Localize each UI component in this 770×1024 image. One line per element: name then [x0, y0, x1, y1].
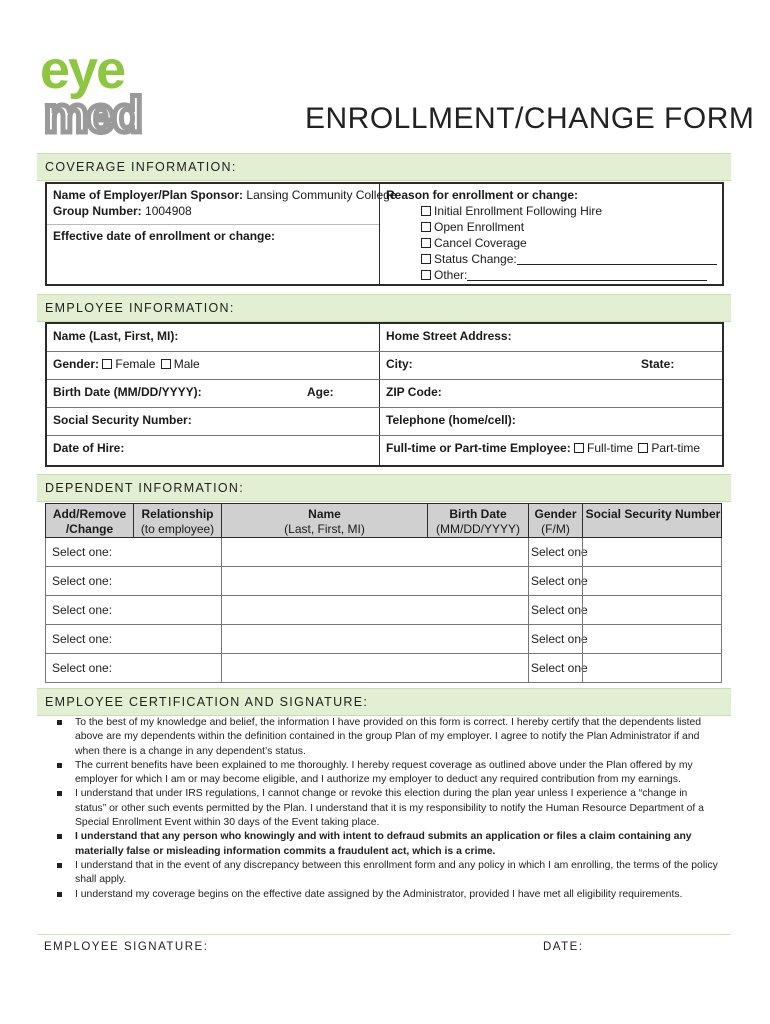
signature-date-label[interactable]: DATE:: [543, 941, 584, 953]
certification-list: [55, 716, 720, 902]
action-select[interactable]: Select one:: [52, 603, 113, 617]
bullet-icon: [57, 763, 62, 768]
city-label[interactable]: City:: [386, 357, 413, 371]
checkbox-icon[interactable]: [421, 238, 431, 248]
coverage-separator: [47, 224, 379, 225]
dependent-name-cell[interactable]: [221, 596, 427, 624]
employer-label: Name of Employer/Plan Sponsor:: [53, 188, 244, 202]
gender-select[interactable]: Select one: [531, 632, 588, 646]
ssn-cell[interactable]: [582, 538, 722, 566]
bullet-icon: [57, 863, 62, 868]
table-row: [45, 625, 722, 654]
employee-divider: [379, 324, 380, 465]
action-select[interactable]: Select one:: [52, 661, 113, 675]
employee-section-header: [37, 294, 731, 322]
status-change-line[interactable]: [517, 253, 717, 265]
reason-cancel-coverage[interactable]: Cancel Coverage: [421, 236, 527, 251]
state-label[interactable]: State:: [641, 357, 675, 371]
header-gender: Gender (F/M): [534, 507, 577, 536]
coverage-section-header: [37, 153, 731, 181]
logo-med-text: med: [44, 87, 141, 143]
employment-type-field[interactable]: Full-time or Part-time Employee: Full-time Part-time: [386, 441, 701, 455]
certification-section-title: EMPLOYEE CERTIFICATION AND SIGNATURE:: [45, 695, 369, 709]
checkbox-icon[interactable]: [421, 222, 431, 232]
coverage-section-title: COVERAGE INFORMATION:: [45, 160, 237, 174]
effective-date-label[interactable]: Effective date of enrollment or change:: [53, 229, 276, 243]
ssn-cell[interactable]: [582, 625, 722, 653]
bullet-icon: [57, 892, 62, 897]
group-number-label: Group Number:: [53, 204, 142, 218]
dependent-section-header: [37, 474, 731, 502]
telephone-label[interactable]: Telephone (home/cell):: [386, 413, 516, 427]
parttime-checkbox[interactable]: [638, 443, 648, 453]
employer-field[interactable]: [53, 188, 396, 203]
checkbox-icon[interactable]: [421, 206, 431, 216]
gender-cell: [528, 625, 588, 653]
form-title: ENROLLMENT/CHANGE FORM: [305, 102, 755, 135]
gender-cell: [528, 596, 588, 624]
certification-section-header: [37, 688, 731, 716]
table-row: [45, 538, 722, 567]
male-checkbox[interactable]: [161, 359, 171, 369]
bullet-icon: [57, 791, 62, 796]
gender-field[interactable]: Gender: Female Male: [53, 357, 200, 371]
fulltime-checkbox[interactable]: [574, 443, 584, 453]
list-item: To the best of my knowledge and belief, the information I have provided on this form is correct. I hereby certify that the dependents listed above are my dependents within the definition contained in the group Plan of my employer. I agree to notify the Plan Administrator if and when there is a change in any dependent’s status.: [55, 716, 720, 759]
list-item: The current benefits have been explained to me thoroughly. I hereby request coverage as outlined above under the Plan offered by my employer for which I am or may become eligible, and I authorize my employer to deduct any required contribution from my earnings.: [55, 759, 720, 788]
action-select[interactable]: Select one:: [52, 632, 113, 646]
header-name: Name (Last, First, MI): [284, 507, 365, 536]
birth-date-label[interactable]: Birth Date (MM/DD/YYYY):: [53, 385, 202, 399]
other-line[interactable]: [467, 269, 707, 281]
group-number-field[interactable]: [53, 204, 192, 219]
dependent-name-cell[interactable]: [221, 567, 427, 595]
home-address-label[interactable]: Home Street Address:: [386, 329, 512, 343]
ssn-cell[interactable]: [582, 654, 722, 682]
employee-name-label[interactable]: Name (Last, First, MI):: [53, 329, 179, 343]
dependent-name-cell[interactable]: [221, 538, 427, 566]
reason-status-change[interactable]: Status Change:: [421, 252, 717, 267]
employee-box: [45, 322, 724, 467]
list-item: I understand my coverage begins on the effective date assigned by the Administrator, provided I have met all eligibility requirements.: [55, 888, 720, 902]
ssn-cell[interactable]: [582, 567, 722, 595]
list-item: I understand that in the event of any discrepancy between this enrollment form and any policy in which I am enrolling, the terms of the policy shall apply.: [55, 859, 720, 888]
dependent-name-cell[interactable]: [221, 654, 427, 682]
ssn-label[interactable]: Social Security Number:: [53, 413, 192, 427]
zip-code-label[interactable]: ZIP Code:: [386, 385, 442, 399]
hire-date-label[interactable]: Date of Hire:: [53, 441, 125, 455]
dependent-table-header: [45, 503, 722, 538]
checkbox-icon[interactable]: [421, 254, 431, 264]
gender-select[interactable]: Select one: [531, 603, 588, 617]
group-number-value: 1004908: [145, 204, 192, 218]
ssn-cell[interactable]: [582, 596, 722, 624]
eyemed-logo: [40, 40, 215, 143]
list-item: I understand that any person who knowingly and with intent to defraud submits an application or files a claim containing any materially false or misleading information commits a fraudulent act, which is a crime.: [55, 830, 720, 859]
coverage-box: [45, 182, 724, 286]
reason-initial-enrollment[interactable]: Initial Enrollment Following Hire: [421, 204, 602, 219]
signature-divider: [37, 934, 731, 935]
header-add-remove: Add/Remove /Change: [52, 507, 127, 536]
list-item: I understand that under IRS regulations, I cannot change or revoke this election during the plan year unless I experience a “change in status” or other such events permitted by the Plan. I understand that it is my responsibility to notify the Human Resource Department of a Special Enrollment Event within 30 days of the Event taking place.: [55, 787, 720, 830]
action-select[interactable]: Select one:: [52, 574, 113, 588]
gender-select[interactable]: Select one: [531, 574, 588, 588]
header-ssn: Social Security Number: [585, 507, 721, 521]
bullet-icon: [57, 834, 62, 839]
table-row: [45, 567, 722, 596]
header-relationship: Relationship (to employee): [140, 507, 215, 536]
employee-section-title: EMPLOYEE INFORMATION:: [45, 301, 235, 315]
employer-value: Lansing Community College: [246, 188, 397, 202]
gender-select[interactable]: Select one: [531, 545, 588, 559]
gender-cell: [528, 654, 588, 682]
reason-open-enrollment[interactable]: Open Enrollment: [421, 220, 524, 235]
dependent-name-cell[interactable]: [221, 625, 427, 653]
reason-other[interactable]: Other:: [421, 268, 707, 283]
gender-cell: [528, 567, 588, 595]
action-select[interactable]: Select one:: [52, 545, 113, 559]
dependent-section-title: DEPENDENT INFORMATION:: [45, 481, 244, 495]
bullet-icon: [57, 720, 62, 725]
employee-signature-label[interactable]: EMPLOYEE SIGNATURE:: [44, 941, 209, 953]
logo-eye-text: eye: [40, 40, 125, 100]
female-checkbox[interactable]: [102, 359, 112, 369]
table-row: [45, 654, 722, 683]
gender-select[interactable]: Select one: [531, 661, 588, 675]
reason-label: Reason for enrollment or change:: [386, 188, 579, 202]
checkbox-icon[interactable]: [421, 270, 431, 280]
age-label[interactable]: Age:: [307, 385, 334, 399]
header-birth-date: Birth Date (MM/DD/YYYY): [436, 507, 520, 536]
table-row: [45, 596, 722, 625]
gender-cell: [528, 538, 588, 566]
